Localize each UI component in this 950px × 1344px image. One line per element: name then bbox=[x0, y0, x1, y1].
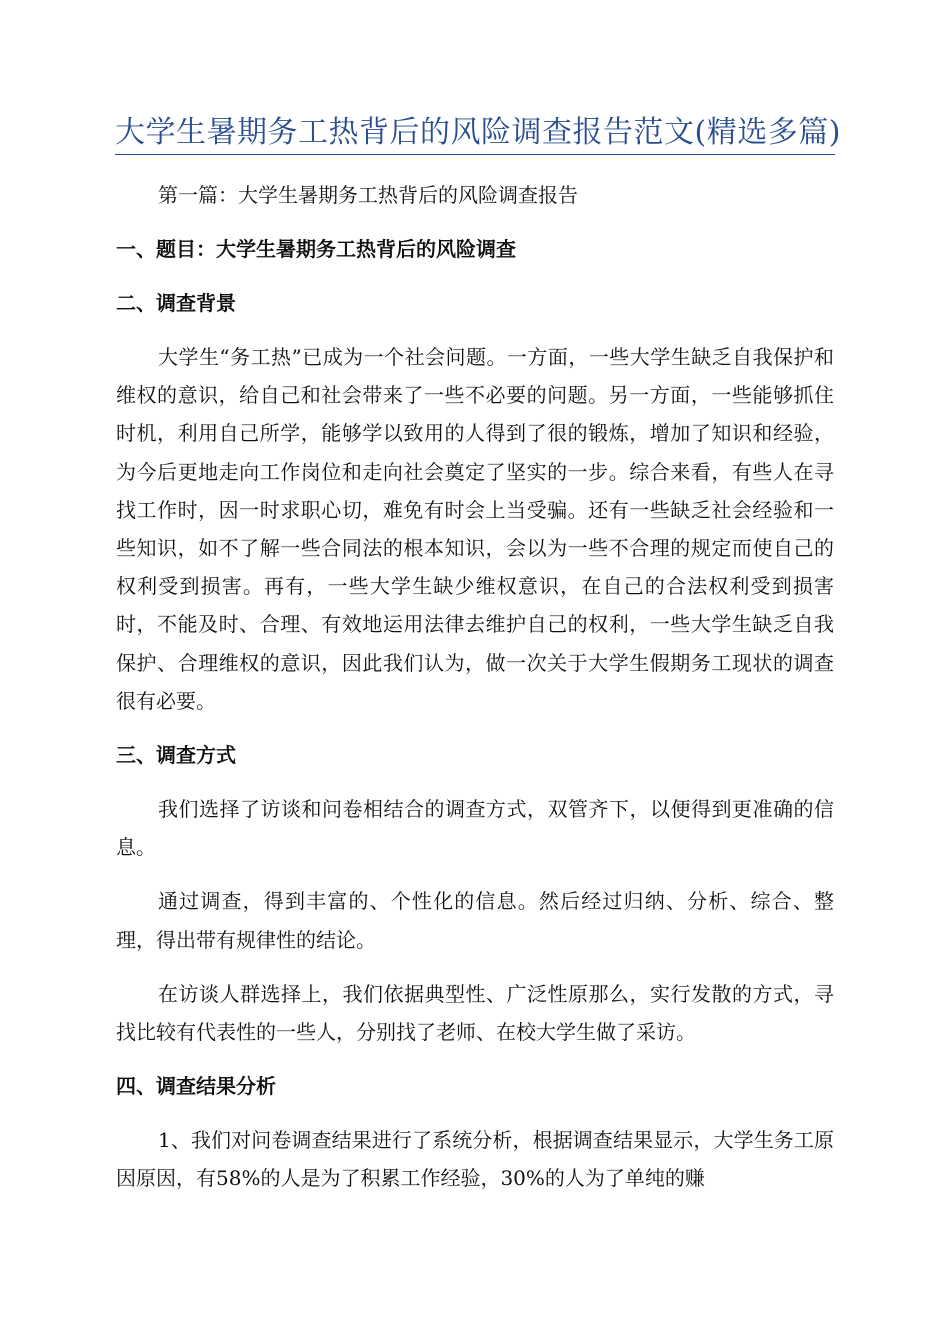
section-heading-topic: 一、题目：大学生暑期务工热背后的风险调查 bbox=[116, 237, 516, 261]
paragraph-results-1: 1、我们对问卷调查结果进行了系统分析，根据调查结果显示，大学生务工原因原因，有58%的人是为了积累工作经验，30%的人为了单纯的赚 bbox=[116, 1128, 834, 1191]
section-heading-method: 三、调查方式 bbox=[116, 743, 236, 768]
paragraph-method-3: 在访谈人群选择上，我们依据典型性、广泛性原那么，实行发散的方式，寻找比较有代表性的一些人，分别找了老师、在校大学生做了采访。 bbox=[116, 981, 834, 1045]
section-heading-background: 二、调查背景 bbox=[116, 291, 236, 315]
document-title: 大学生暑期务工热背后的风险调查报告范文(精选多篇) bbox=[115, 115, 841, 150]
paragraph-background: 大学生“务工热”已成为一个社会问题。一方面，一些大学生缺乏自我保护和维权的意识，给自己和社会带来了一些不必要的问题。另一方面，一些能够抓住时机，利用自己所学，能够学以致用的人得到了很的锻炼，增加了知识和经验，为今后更地走向工作岗位和走向社会奠定了坚实的一步。综合来看，有些人在寻找工作时，因一时求职心切，难免有时会上当受骗。还有一些缺乏社会经验和一些知识，如不了解一些合同法的根本知识，会以为一些不合理的规定而使自己的权利受到损害。再有，一些大学生缺少维权意识，在自己的合法权利受到损害时，不能及时、合理、有效地运用法律去维护自己的权利，一些大学生缺乏自我保护、合理维权的意识，因此我们认为，做一次关于大学生假期务工现状的调查很有必要。 bbox=[116, 345, 834, 713]
document-subtitle: 第一篇：大学生暑期务工热背后的风险调查报告 bbox=[158, 183, 578, 207]
section-heading-results: 四、调查结果分析 bbox=[116, 1074, 276, 1099]
title-underline bbox=[115, 154, 835, 155]
title-block bbox=[115, 110, 841, 156]
document-body bbox=[116, 176, 834, 1214]
paragraph-method-2: 通过调查，得到丰富的、个性化的信息。然后经过归纳、分析、综合、整理，得出带有规律性的结论。 bbox=[116, 889, 834, 952]
paragraph-method-1: 我们选择了访谈和问卷相结合的调查方式，双管齐下，以便得到更准确的信息。 bbox=[116, 797, 834, 860]
